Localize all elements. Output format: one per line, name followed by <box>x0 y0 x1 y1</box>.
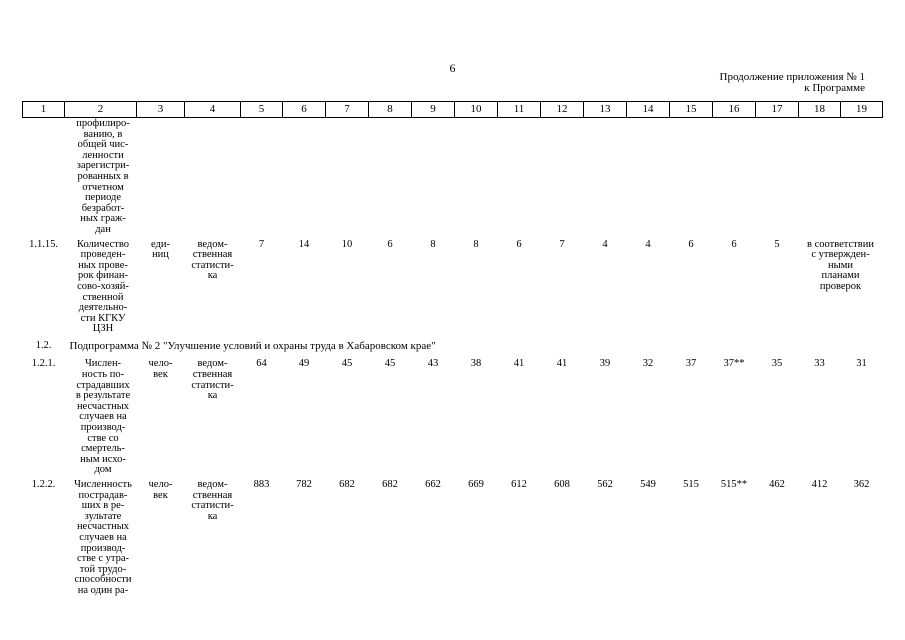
value-cell: 31 <box>856 358 867 370</box>
column-header: 10 <box>455 102 498 118</box>
column-header: 8 <box>369 102 412 118</box>
value-cell: 4 <box>645 238 651 250</box>
value-cell: 45 <box>384 358 396 370</box>
table-row <box>23 118 883 236</box>
value-cell: 6 <box>731 238 737 250</box>
indicators-table <box>22 101 883 597</box>
page-number: 6 <box>449 61 456 75</box>
value-cell: 8 <box>473 238 479 250</box>
column-header: 11 <box>498 102 541 118</box>
value-cell: 38 <box>470 358 482 370</box>
value-cell: 782 <box>296 479 312 490</box>
column-header: 6 <box>283 102 326 118</box>
value-cell: 33 <box>814 358 825 370</box>
value-cell: 35 <box>771 358 783 370</box>
value-cell: 7 <box>258 238 265 250</box>
table-row <box>23 355 883 476</box>
column-header: 18 <box>799 102 841 118</box>
value-cell: 6 <box>688 238 694 250</box>
row-number: 1.2.1. <box>31 358 56 370</box>
column-header: 14 <box>627 102 670 118</box>
data-source: ведом- ственная статисти- ка <box>191 238 234 282</box>
column-header: 16 <box>713 102 756 118</box>
row-number: 1.2.2. <box>31 479 56 490</box>
note-cell: в соответствии с утвержден- ными планами проверок <box>807 238 874 292</box>
value-cell: 362 <box>853 479 870 490</box>
column-header: 15 <box>670 102 713 118</box>
value-cell: 612 <box>511 479 527 490</box>
value-cell: 45 <box>341 358 353 370</box>
column-header: 13 <box>584 102 627 118</box>
row-number: 1.1.15. <box>29 238 58 250</box>
row-number: 1.2. <box>35 339 52 351</box>
data-source: ведом- ственная статисти- ка <box>191 358 234 402</box>
value-cell: 608 <box>554 479 570 490</box>
appendix-caption-line-1: Продолжение приложения № 1 <box>719 71 865 83</box>
table-row <box>23 236 883 335</box>
value-cell: 682 <box>339 479 355 490</box>
appendix-caption <box>720 72 865 94</box>
column-header: 7 <box>326 102 369 118</box>
appendix-caption-line-2: к Программе <box>804 82 865 94</box>
value-cell: 669 <box>468 479 484 490</box>
value-cell: 6 <box>387 238 393 250</box>
value-cell: 37 <box>685 358 697 370</box>
data-source: ведом- ственная статисти- ка <box>191 479 234 522</box>
value-cell: 883 <box>253 479 270 490</box>
value-cell: 515 <box>683 479 699 490</box>
column-header: 4 <box>185 102 241 118</box>
column-header: 5 <box>241 102 283 118</box>
unit-of-measure: еди- ниц <box>151 238 170 261</box>
table-row <box>23 476 883 597</box>
value-cell: 4 <box>602 238 608 250</box>
indicator-name: Численность пострадав- ших в ре- зультате несчастных случаев на производ- стве с утра- той трудо- способности на один ра- <box>74 479 132 596</box>
value-cell: 49 <box>298 358 310 370</box>
column-header: 17 <box>756 102 799 118</box>
value-cell: 682 <box>382 479 398 490</box>
column-header: 3 <box>137 102 185 118</box>
header-row <box>23 102 883 118</box>
subprogram-title: Подпрограмма № 2 "Улучшение условий и охраны труда в Хабаровском крае" <box>69 339 436 352</box>
value-cell: 37** <box>723 358 745 370</box>
indicator-name: Числен- ность по- страдавших в результате несчастных случаев на производ- стве со смертель- ным исхо- дом <box>75 358 131 476</box>
value-cell: 515** <box>720 479 748 490</box>
value-cell: 39 <box>599 358 611 370</box>
value-cell: 41 <box>556 358 568 370</box>
value-cell: 662 <box>425 479 441 490</box>
value-cell: 8 <box>430 238 436 250</box>
column-header: 2 <box>65 102 137 118</box>
column-header: 12 <box>541 102 584 118</box>
value-cell: 462 <box>769 479 785 490</box>
column-header: 9 <box>412 102 455 118</box>
value-cell: 10 <box>341 238 353 250</box>
value-cell: 562 <box>597 479 613 490</box>
value-cell: 14 <box>298 238 310 250</box>
value-cell: 7 <box>559 238 565 250</box>
value-cell: 549 <box>640 479 656 490</box>
column-header: 19 <box>841 102 883 118</box>
value-cell: 43 <box>427 358 439 370</box>
value-cell: 64 <box>256 358 267 370</box>
value-cell: 32 <box>642 358 654 370</box>
unit-of-measure: чело- век <box>148 358 173 381</box>
indicator-name: Количество проведен- ных прове- рок финан- сово-хозяй- ственной деятельно- сти КГКУ ЦЗН <box>76 238 130 335</box>
value-cell: 41 <box>513 358 525 370</box>
column-header: 1 <box>23 102 65 118</box>
value-cell: 6 <box>516 238 522 250</box>
value-cell: 5 <box>774 238 780 250</box>
unit-of-measure: чело- век <box>148 479 173 501</box>
value-cell: 412 <box>811 479 828 490</box>
subprogram-row <box>23 335 883 356</box>
indicator-name: профилиро- ванию, в общей чис- ленности зарегистри- рованных в отчетном периоде безработ- ных граж- дан <box>76 118 130 235</box>
